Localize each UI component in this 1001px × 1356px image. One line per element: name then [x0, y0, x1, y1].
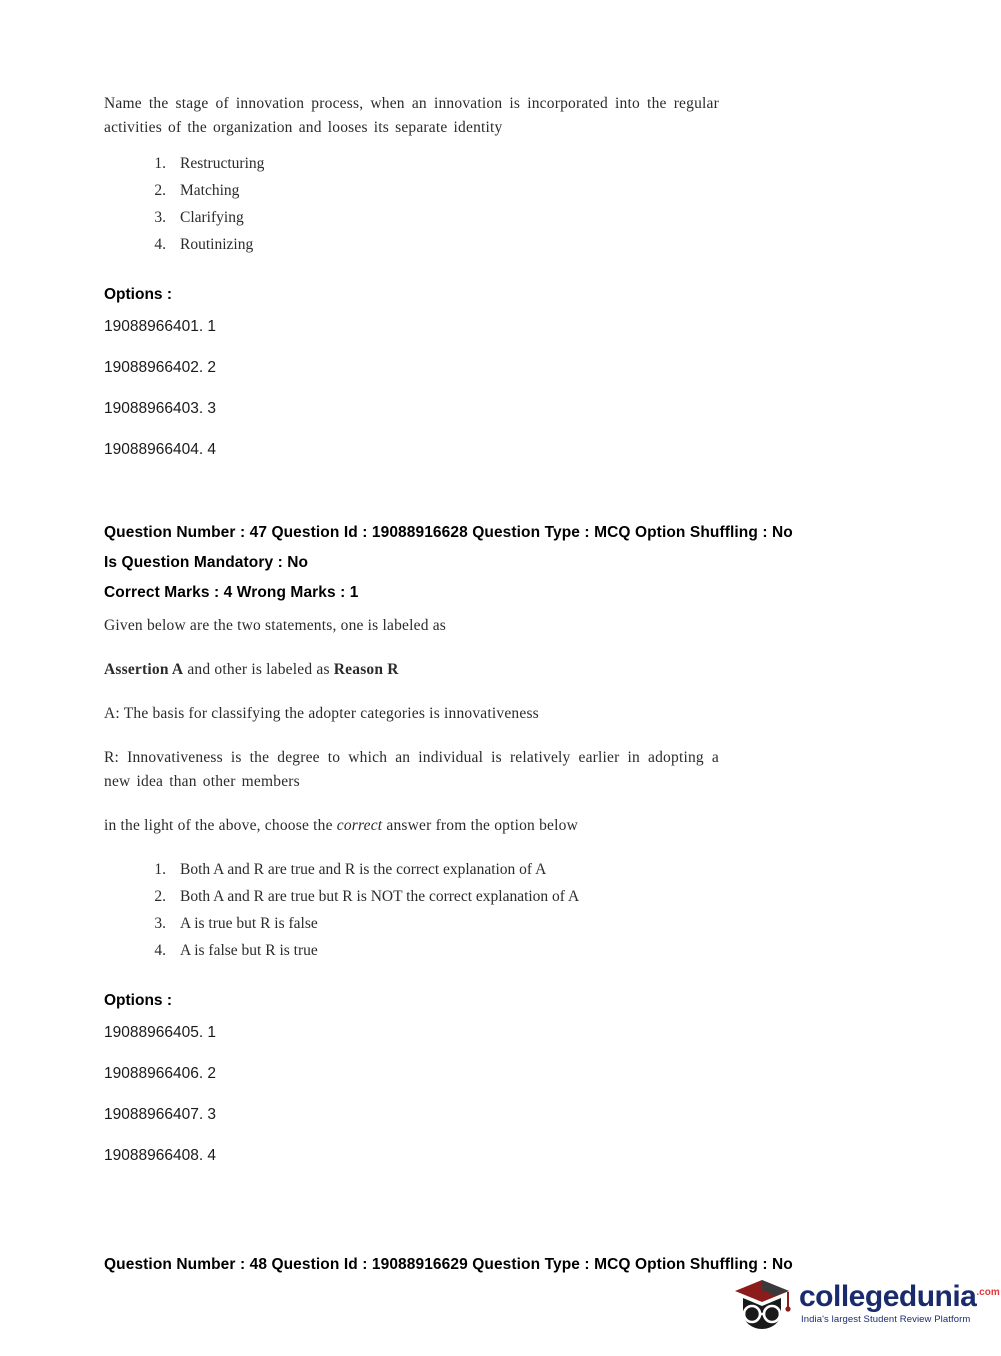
option-row: 19088966407. 3	[104, 1106, 217, 1124]
choice-number: 2.	[154, 888, 166, 906]
para5-pre: in the light of the above, choose the	[104, 817, 337, 835]
question-47-header-line3: Correct Marks : 4 Wrong Marks : 1	[104, 584, 359, 602]
brand-tagline: India's largest Student Review Platform	[801, 1314, 971, 1325]
document-content	[104, 92, 904, 1286]
choice-number: 3.	[154, 915, 166, 933]
option-row: 19088966402. 2	[104, 359, 217, 377]
choice-text: A is true but R is false	[180, 915, 318, 933]
option-row: 19088966408. 4	[104, 1147, 217, 1165]
assertion-label: Assertion A	[104, 661, 184, 679]
option-row: 19088966406. 2	[104, 1065, 217, 1083]
choice-item	[134, 233, 904, 257]
options-label: Options :	[104, 992, 173, 1010]
brand-name: collegedunia$^{.com}$	[799, 1280, 1000, 1313]
choice-number: 1.	[154, 861, 166, 879]
collegedunia-watermark	[731, 1272, 1000, 1334]
question-47-para5	[104, 814, 904, 838]
question-46-stem: Name the stage of innovation process, when an innovation is incorporated into the regular activities of the organization and looses its separate identity	[104, 95, 719, 137]
choice-number: 4.	[154, 942, 166, 960]
choice-number: 2.	[154, 182, 166, 200]
choice-text: Restructuring	[180, 155, 265, 173]
choice-item	[134, 858, 904, 882]
question-48-header-line1: Question Number : 48 Question Id : 19088916629 Question Type : MCQ Option Shuffling : No	[104, 1256, 793, 1274]
choice-text: Both A and R are true and R is the correct explanation of A	[180, 861, 547, 879]
option-row: 19088966405. 1	[104, 1024, 217, 1042]
para5-post: answer from the option below	[382, 817, 578, 835]
question-46-block	[104, 92, 904, 459]
choice-text: Both A and R are true but R is NOT the correct explanation of A	[180, 888, 580, 906]
choice-number: 1.	[154, 155, 166, 173]
choice-item	[134, 152, 904, 176]
question-46-choice-list	[134, 152, 904, 257]
question-47-para3: A: The basis for classifying the adopter categories is innovativeness	[104, 705, 539, 723]
question-47-para4: R: Innovativeness is the degree to which an individual is relatively earlier in adopting a new idea than other members	[104, 749, 719, 791]
choice-text: Matching	[180, 182, 240, 200]
para5-italic: correct	[336, 817, 383, 835]
choice-number: 3.	[154, 209, 166, 227]
options-label: Options :	[104, 286, 173, 304]
choice-item	[134, 885, 904, 909]
option-row: 19088966403. 3	[104, 400, 217, 418]
choice-number: 4.	[154, 236, 166, 254]
question-47-header-line1: Question Number : 47 Question Id : 19088916628 Question Type : MCQ Option Shuffling : No	[104, 524, 793, 542]
choice-text: Routinizing	[180, 236, 254, 254]
question-47-para1: Given below are the two statements, one is labeled as	[104, 617, 447, 635]
choice-text: Clarifying	[180, 209, 244, 227]
choice-item	[134, 206, 904, 230]
option-row: 19088966401. 1	[104, 318, 217, 336]
choice-item	[134, 179, 904, 203]
brand-suffix: .com	[976, 1287, 1000, 1298]
question-47-block	[104, 524, 904, 1165]
choice-item	[134, 939, 904, 963]
question-47-choice-list	[134, 858, 904, 963]
choice-item	[134, 912, 904, 936]
option-row: 19088966404. 4	[104, 441, 217, 459]
question-47-para2	[104, 658, 904, 682]
question-47-header-line2: Is Question Mandatory : No	[104, 554, 309, 572]
choice-text: A is false but R is true	[180, 942, 318, 960]
assertion-connector: and other is labeled as	[183, 661, 334, 679]
reason-label: Reason R	[333, 661, 399, 679]
graduate-logo-icon	[731, 1276, 793, 1334]
